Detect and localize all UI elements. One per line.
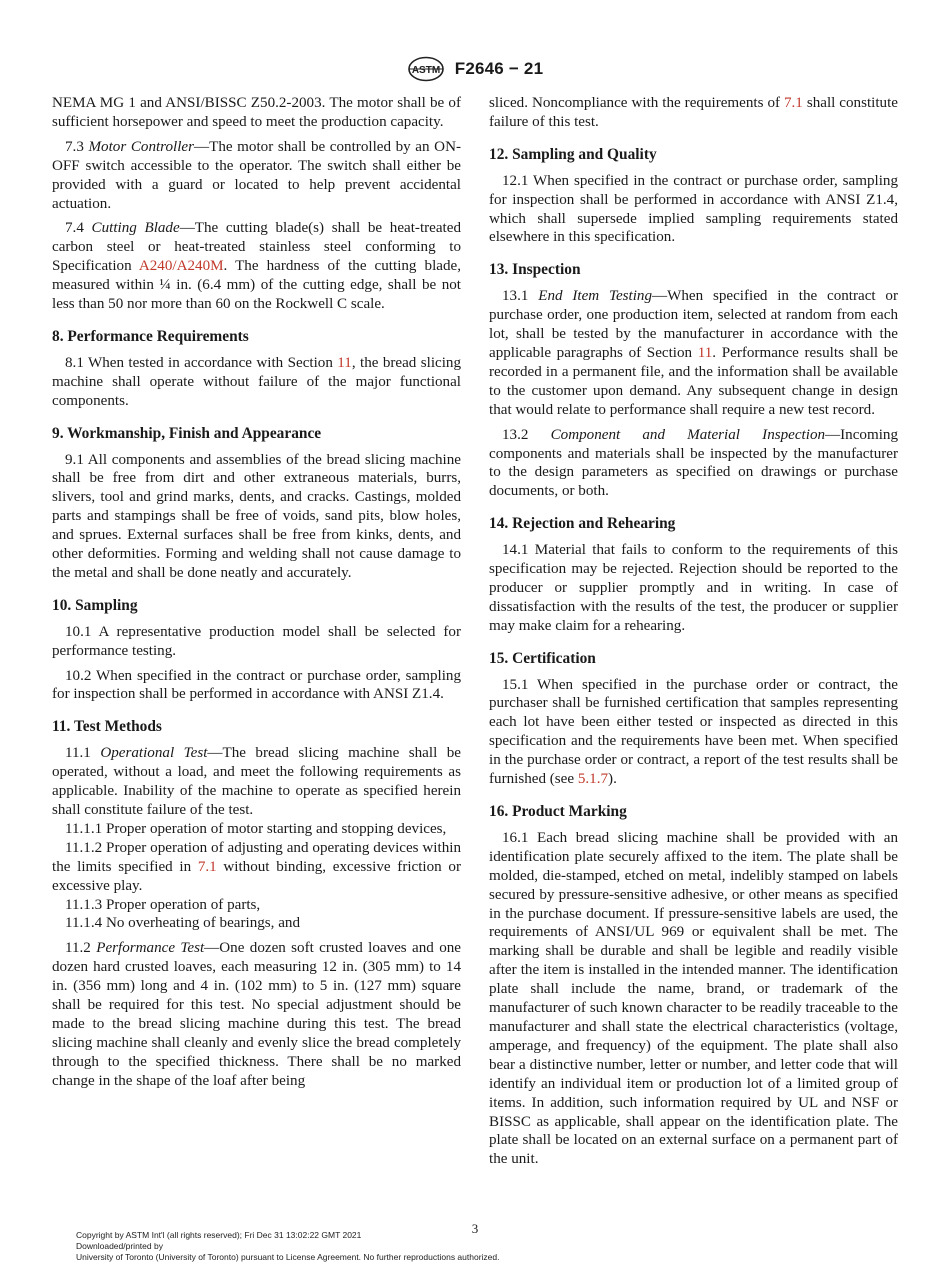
link-5-1-7[interactable]: 5.1.7 bbox=[577, 771, 609, 788]
paragraph-7-2-continued: NEMA MG 1 and ANSI/BISSC Z50.2-2003. The motor shall be of sufficient horsepower and speed to meet the production capacity. bbox=[52, 95, 461, 130]
paragraph-11-2-continued: sliced. Noncompliance with the requirements of 7.1 shall constitute failure of this test. bbox=[489, 95, 898, 130]
link-7-1[interactable]: 7.1 bbox=[197, 858, 217, 875]
paragraph-11-2: 11.2 Performance Test—One dozen soft crusted loaves and one dozen hard crusted loaves, each measuring 12 in. (305 mm) to 14 in. (356 mm) long and 4 in. (102 mm) to 5 in. (127 mm) square shall be required for this test. No special adjustment should be made to the bread slicing machine during this test. The bread slicing machine shall cleanly and evenly slice the bread completely through to the specified thickness. There shall be no marked change in the shape of the loaf after being bbox=[52, 940, 461, 1089]
paragraph-11-1-2: 11.1.2 Proper operation of adjusting and operating devices within the limits specified in 7.1 without binding, excessive friction or excessive play. bbox=[52, 839, 461, 894]
link-a240[interactable]: A240/A240M bbox=[138, 258, 224, 275]
paragraph-9-1: 9.1 All components and assemblies of the bread slicing machine shall be free from dirt and other extraneous materials, burrs, slivers, tool and grind marks, dents, and cracks. Castings, molded parts and stampings shall be free of voids, sand pits, blow holes, and sprues. External surfaces shall be free from kinks, dents, and other deformities. Forming and welding shall not cause damage to the metal and shall be done neatly and accurately. bbox=[52, 451, 461, 581]
right-column bbox=[489, 94, 898, 1175]
svg-text:ASTM: ASTM bbox=[411, 65, 440, 76]
paragraph-11-1-4: 11.1.4 No overheating of bearings, and bbox=[65, 915, 301, 932]
link-7-1[interactable]: 7.1 bbox=[783, 95, 803, 111]
paragraph-7-4: 7.4 Cutting Blade—The cutting blade(s) shall be heat-treated carbon steel or heat-treated stainless steel conforming to Specification A240/A240M. The hardness of the cutting blade, measured within ¼ in. (6.4 mm) of the cutting edge, shall be not less than 50 nor more than 60 on the Rockwell C scale. bbox=[52, 220, 461, 313]
paragraph-11-1-3: 11.1.3 Proper operation of parts, bbox=[65, 896, 261, 913]
section-heading-14: 14. Rejection and Rehearing bbox=[489, 515, 676, 533]
paragraph-14-1: 14.1 Material that fails to conform to the requirements of this specification may be rejected. Rejection should be reported to the producer or supplier promptly and in writing. In case of dissatisfaction with the results of the test, the producer or supplier may make claim for a rehearing. bbox=[489, 542, 898, 634]
section-heading-9: 9. Workmanship, Finish and Appearance bbox=[52, 424, 322, 442]
astm-logo-icon bbox=[407, 56, 445, 82]
page-number: 3 bbox=[471, 1221, 479, 1236]
link-section-11[interactable]: 11 bbox=[337, 354, 352, 371]
paragraph-13-2: 13.2 Component and Material Inspection—Incoming components and materials shall be inspected by the manufacturer to the design parameters as specified on drawings or purchase documents, or both. bbox=[489, 426, 898, 500]
link-section-11[interactable]: 11 bbox=[697, 344, 713, 361]
section-heading-10: 10. Sampling bbox=[52, 596, 138, 614]
footer-downloaded-line: Downloaded/printed by bbox=[76, 1241, 163, 1251]
paragraph-8-1: 8.1 When tested in accordance with Section 11, the bread slicing machine shall operate without failure of the major functional components. bbox=[52, 354, 461, 409]
page-header bbox=[0, 56, 950, 84]
paragraph-13-1: 13.1 End Item Testing—When specified in the contract or purchase order, one production item, selected at random from each lot, shall be tested by the manufacturer in accordance with the applicable paragraphs of Section 11. Performance results shall be recorded in a permanent file, and the information shall be available to the customer upon demand. Any subsequent change in design that would relate to performance shall require a new test record. bbox=[489, 288, 898, 418]
section-heading-12: 12. Sampling and Quality bbox=[489, 145, 657, 163]
paragraph-12-1: 12.1 When specified in the contract or purchase order, sampling for inspection shall be performed in accordance with ANSI Z1.4, which shall supersede implied sampling requirements stated elsewhere in this specification. bbox=[489, 172, 898, 246]
paragraph-11-1: 11.1 Operational Test—The bread slicing machine shall be operated, without a load, and meet the following requirements as applicable. Inability of the machine to operate as specified herein shall constitute failure of the test. bbox=[52, 745, 461, 818]
footer-license-line: University of Toronto (University of Toronto) pursuant to License Agreement. No further reproductions authorized. bbox=[76, 1252, 500, 1262]
standard-designation: F2646 − 21 bbox=[454, 59, 544, 78]
footer-copyright-line: Copyright by ASTM Int'l (all rights reserved); Fri Dec 31 13:02:22 GMT 2021 bbox=[76, 1230, 362, 1240]
paragraph-10-2: 10.2 When specified in the contract or purchase order, sampling for inspection shall be performed in accordance with ANSI Z1.4. bbox=[52, 667, 461, 703]
copyright-footer bbox=[76, 1230, 500, 1263]
paragraph-15-1: 15.1 When specified in the purchase order or contract, the purchaser shall be furnished certification that samples representing each lot have been either tested or inspected as directed in this specification and the requirements have been met. When specified in the purchase order or contract, a report of the test results shall be furnished (see 5.1.7). bbox=[489, 676, 898, 788]
section-heading-16: 16. Product Marking bbox=[489, 803, 627, 820]
paragraph-11-1-1: 11.1.1 Proper operation of motor starting and stopping devices, bbox=[65, 820, 447, 837]
paragraph-16-1: 16.1 Each bread slicing machine shall be provided with an identification plate securely affixed to the item. The plate shall be molded, die-stamped, etched on metal, indelibly stamped on labels secured by pressure-sensitive adhesive, or other means as specified in the purchase document. If pressure-sensitive labels are used, the requirements of ANSI/UL 969 or equivalent shall be met. The marking shall be durable and shall be legible and readily visible after the item is installed in the intended manner. The identification plate shall include the name, brand, or trademark of the manufacturer of such known character to be readily traceable to the manufacturer and shall state the electrical characteristics (voltage, amperage, and frequency) of the equipment. The plate shall also bear a distinctive number, letter or number, and letter code that will identify an individual item or production lot of a limited group of items. In addition, such information required by UL and NSF or BISSC as applicable, shall appear on the identification plate. The plate shall be located on an external surface on a permanent part of the unit. bbox=[489, 829, 898, 1168]
section-heading-8: 8. Performance Requirements bbox=[52, 327, 249, 345]
section-heading-11: 11. Test Methods bbox=[52, 718, 162, 736]
paragraph-7-3: 7.3 Motor Controller—The motor shall be controlled by an ON-OFF switch accessible to the operator. The switch shall either be provided with a guard or located to help prevent accidental actuation. bbox=[52, 138, 461, 212]
section-heading-15: 15. Certification bbox=[489, 649, 596, 667]
section-heading-13: 13. Inspection bbox=[489, 261, 581, 279]
paragraph-10-1: 10.1 A representative production model shall be selected for performance testing. bbox=[52, 623, 461, 659]
left-column bbox=[52, 94, 461, 1097]
